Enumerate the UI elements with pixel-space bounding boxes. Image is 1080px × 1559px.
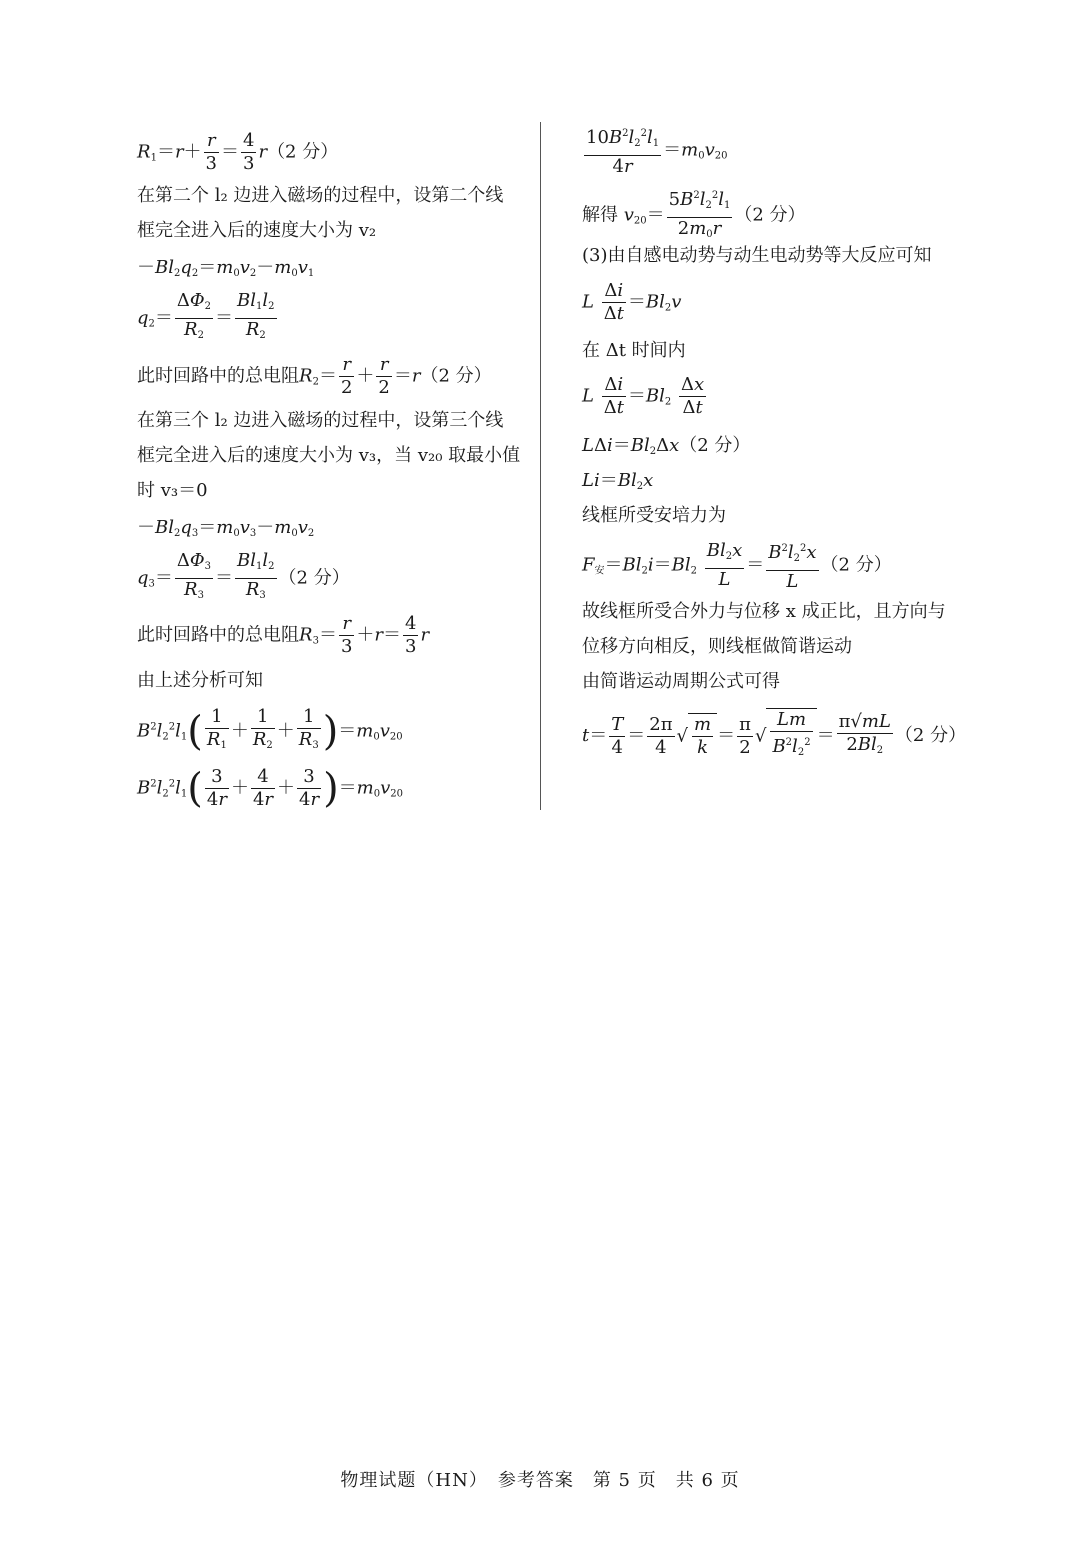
eq-r2: 此时回路中的总电阻$R_2=$ $\frac{r}{2}$ ＋ $\frac{r}{2}$ ＝r（2 分）	[137, 354, 492, 398]
score-label: （2 分）	[420, 365, 492, 387]
eq-momentum-3: $-Bl_2q_3=m_0v_3-m_0v_2$	[137, 517, 315, 539]
eq-q2: $q_2=$ $\frac{\Delta\Phi_2}{R_2}$ ＝ $\frac{Bl_1l_2}{R_2}$	[137, 290, 275, 341]
text-third-frame-3: 时 v₃＝0	[137, 480, 208, 501]
eq-self-induction-dx: L $\frac{\Delta i}{\Delta t}$ $=Bl_2$ $\frac{\Delta x}{\Delta t}$	[582, 374, 705, 418]
page-footer: 物理试题（HN） 参考答案 第 5 页 共 6 页	[340, 1470, 740, 1491]
text-shm-2: 位移方向相反，则线框做简谐运动	[582, 636, 852, 657]
column-divider	[540, 122, 541, 810]
eq-sum-r: $B^2l_2^2l_1$( $\frac{1}{R_1}$ ＋ $\frac{1}{R_2}$ ＋ $\frac{1}{R_3}$ )$=m_0v_{20}$	[137, 706, 403, 755]
text-total-resistance-3: 此时回路中的总电阻	[137, 624, 299, 646]
text-shm-1: 故线框所受合外力与位移 x 成正比，且方向与	[582, 601, 946, 622]
eq-ldi: $L\Delta i=Bl_2\Delta x(2$ 分）	[582, 435, 751, 457]
text-part3: (3)由自感电动势与动生电动势等大反应可知	[582, 245, 932, 266]
eq-sum-r-values: $B^2l_2^2l_1$( $\frac{3}{4r}$ ＋ $\frac{4}{4r}$ ＋ $\frac{3}{4r}$ )$=m_0v_{20}$	[137, 765, 404, 812]
eq-combined: $\frac{10B^2l_2^2l_1}{4r}$ $=m_0v_{20}$	[582, 123, 728, 178]
score-label: （2 分）	[734, 204, 806, 226]
text-third-frame-1: 在第三个 l₂ 边进入磁场的过程中，设第三个线	[137, 410, 504, 431]
score-label: （2 分）	[278, 567, 350, 589]
eq-v20: 解得 $v_{20}=$ $\frac{5B^2l_2^2l_1}{2m_0r}$ （2 分）	[582, 185, 806, 246]
eq-li: $Li=Bl_2x$	[582, 470, 654, 492]
text-total-resistance-2: 此时回路中的总电阻	[137, 365, 299, 387]
eq-r1: $R_1=r+$ $\frac{r}{3}$ ＝ $\frac{4}{3}$ r（2 分）	[137, 130, 339, 174]
eq-self-induction: L $\frac{\Delta i}{\Delta t}$ $=Bl_2v$	[582, 280, 682, 324]
score-label: （2 分）	[267, 141, 339, 163]
score-label: （2 分）	[820, 554, 892, 576]
eq-force: $F_安=Bl_2i=Bl_2$ $\frac{Bl_2x}{L}$ ＝ $\frac{B^2l_2^2x}{L}$ （2 分）	[582, 540, 892, 592]
text-second-frame-2: 框完全进入后的速度大小为 v₂	[137, 220, 377, 241]
text-third-frame-2: 框完全进入后的速度大小为 v₃，当 v₂₀ 取最小值	[137, 445, 521, 466]
score-label: （2 分）	[894, 725, 967, 746]
eq-q3: $q_3=$ $\frac{\Delta\Phi_3}{R_3}$ ＝ $\frac{Bl_1l_2}{R_3}$ （2 分）	[137, 550, 350, 601]
text-solve: 解得	[582, 204, 618, 226]
text-period: 由简谐运动周期公式可得	[582, 671, 780, 692]
text-second-frame-1: 在第二个 l₂ 边进入磁场的过程中，设第二个线	[137, 185, 504, 206]
score-label: （2 分）	[679, 435, 751, 456]
eq-time: t＝ $\frac{T}{4}$ ＝ $\frac{2\pi}{4}$ √ $\frac{m}{k}$ ＝ $\frac{\pi}{2}$ √ $\frac{Lm}{B^2l_2^2}$ ＝ $\frac{\pi√mL}{2Bl_2}$ （2 分）	[582, 708, 966, 764]
text-ampere-force: 线框所受安培力为	[582, 505, 726, 526]
text-in-dt: 在 Δt 时间内	[582, 340, 686, 361]
eq-r3: 此时回路中的总电阻$R_3=$ $\frac{r}{3}$ ＋r＝ $\frac{4}{3}$ r	[137, 613, 430, 657]
text-analysis: 由上述分析可知	[137, 670, 263, 691]
eq-momentum-2: $-Bl_2q_2=m_0v_2-m_0v_1$	[137, 257, 315, 279]
